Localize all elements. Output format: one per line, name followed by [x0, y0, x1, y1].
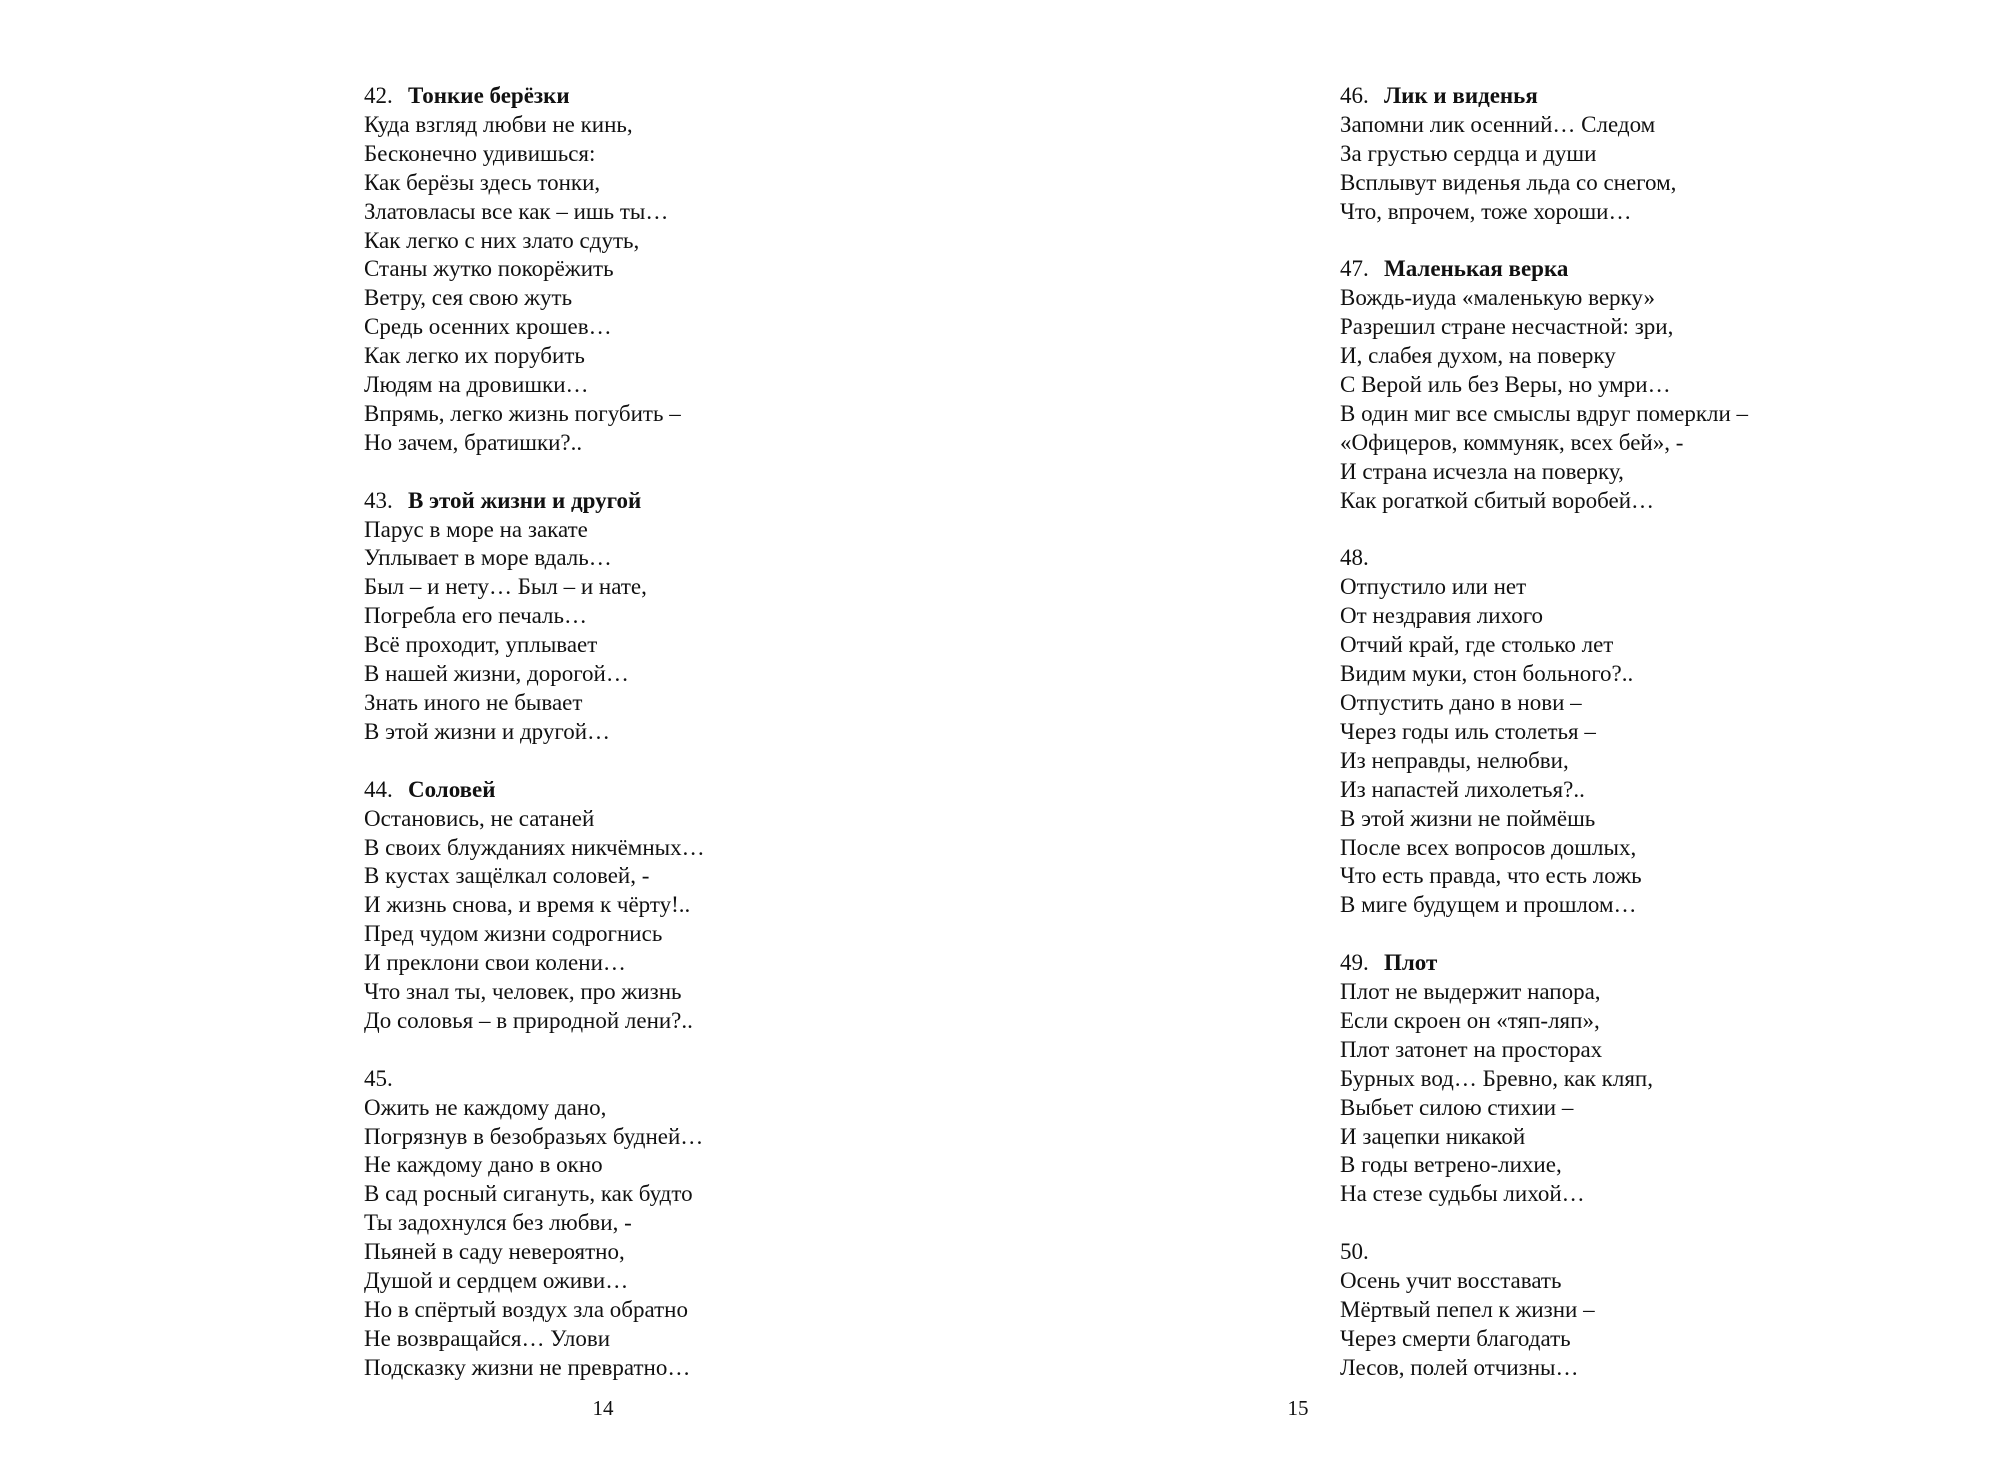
- poem: [364, 1065, 844, 1383]
- poem-line: Не каждому дано в окно: [364, 1152, 603, 1178]
- poem-line: Погрязнув в безобразьях будней…: [364, 1123, 704, 1149]
- poem-heading: [364, 776, 844, 805]
- poem-line: Погребла его печаль…: [364, 603, 588, 629]
- poem-line: Что, впрочем, тоже хороши…: [1340, 198, 1632, 224]
- poem: [364, 82, 844, 458]
- poem-line: И страна исчезла на поверку,: [1340, 458, 1624, 484]
- poem-heading: [1340, 255, 1840, 284]
- poem-line: В кустах защёлкал соловей, -: [364, 863, 650, 889]
- poem-line: Плот затонет на просторах: [1340, 1036, 1603, 1062]
- poem-line: Но в спёртый воздух зла обратно: [364, 1297, 688, 1323]
- poem: [364, 776, 844, 1036]
- poem-number: 46.: [1340, 83, 1369, 108]
- poem-line: Отчий край, где столько лет: [1340, 632, 1614, 658]
- poem-line: И зацепки никакой: [1340, 1123, 1526, 1149]
- poem-line: В годы ветрено-лихие,: [1340, 1152, 1562, 1178]
- poem-line: В сад росный сигануть, как будто: [364, 1181, 693, 1207]
- poem-title: Лик и виденья: [1384, 83, 1538, 108]
- poem: [1340, 82, 1840, 227]
- poem-line: В нашей жизни, дорогой…: [364, 661, 629, 687]
- poem-line: И преклони свои колени…: [364, 950, 626, 976]
- poem-title: В этой жизни и другой: [408, 487, 642, 513]
- poem-line: Знать иного не бывает: [364, 690, 583, 716]
- poem-line: Остановись, не сатаней: [364, 805, 595, 831]
- poem-line: Разрешил стране несчастной: зри,: [1340, 314, 1674, 340]
- poem-line: Из напастей лихолетья?..: [1340, 776, 1585, 802]
- poem-number: 49.: [1340, 950, 1369, 976]
- poem: [364, 487, 844, 747]
- poem-title: Маленькая верка: [1384, 256, 1569, 282]
- poem-line: Из неправды, нелюбви,: [1340, 747, 1569, 773]
- poem-line: Златовласы все как – ишь ты…: [364, 198, 669, 224]
- poem-number: 43.: [364, 487, 393, 513]
- poem-line: Подсказку жизни не превратно…: [364, 1354, 691, 1380]
- poem-line: Не возвращайся… Улови: [364, 1325, 611, 1351]
- poem-line: Что есть правда, что есть ложь: [1340, 863, 1642, 889]
- right-page-text-column: [1340, 82, 1840, 1412]
- right-page: [1000, 0, 2000, 1470]
- poem-line: Впрямь, легко жизнь погубить –: [364, 400, 681, 426]
- poem-line: Пред чудом жизни содрогнись: [364, 921, 663, 947]
- poem-line: Всё проходит, уплывает: [364, 632, 598, 658]
- poem-line: И, слабея духом, на поверку: [1340, 343, 1616, 369]
- right-page-number: 15: [1287, 1396, 1309, 1420]
- poem-line: Пьяней в саду невероятно,: [364, 1239, 625, 1265]
- poem-line: Бурных вод… Бревно, как кляп,: [1340, 1065, 1653, 1091]
- poem-heading: [1340, 1238, 1840, 1267]
- poem-number: 47.: [1340, 256, 1369, 282]
- poem-line: Выбьет силою стихии –: [1340, 1094, 1574, 1120]
- poem-line: Лесов, полей отчизны…: [1340, 1354, 1579, 1380]
- poem-title: Тонкие берёзки: [408, 83, 570, 108]
- poem-line: Через годы иль столетья –: [1340, 718, 1596, 744]
- poem: [1340, 949, 1840, 1209]
- poem-heading: [364, 82, 844, 111]
- poem-line: Ожить не каждому дано,: [364, 1094, 607, 1120]
- poem-line: Душой и сердцем оживи…: [364, 1268, 629, 1294]
- poem: [1340, 544, 1840, 920]
- poem-number: 50.: [1340, 1239, 1369, 1265]
- poem-heading: [364, 1065, 844, 1094]
- poem-line: В этой жизни не поймёшь: [1340, 805, 1596, 831]
- poem-line: Как легко с них злато сдуть,: [364, 227, 640, 253]
- poem-line: Ты задохнулся без любви, -: [364, 1210, 632, 1236]
- poem-heading: [1340, 949, 1840, 978]
- poem-line: Как рогаткой сбитый воробей…: [1340, 487, 1655, 513]
- poem-heading: [364, 487, 844, 516]
- poem-number: 42.: [364, 83, 393, 108]
- poem-number: 44.: [364, 776, 393, 802]
- poem-line: Как легко их порубить: [364, 343, 585, 369]
- poem-line: Куда взгляд любви не кинь,: [364, 111, 633, 137]
- poem-line: В миге будущем и прошлом…: [1340, 892, 1637, 918]
- poem-line: Всплывут виденья льда со снегом,: [1340, 169, 1677, 195]
- poem-line: Средь осенних крошев…: [364, 314, 612, 340]
- poem-line: После всех вопросов дошлых,: [1340, 834, 1637, 860]
- poem-line: Плот не выдержит напора,: [1340, 979, 1601, 1005]
- poem: [1340, 255, 1840, 515]
- poem-line: Мёртвый пепел к жизни –: [1340, 1297, 1595, 1322]
- poem-line: Отпустить дано в нови –: [1340, 690, 1582, 715]
- poem-line: Был – и нету… Был – и нате,: [364, 574, 647, 600]
- poem-line: На стезе судьбы лихой…: [1340, 1181, 1585, 1207]
- poem-line: Вождь-иуда «маленькую верку»: [1340, 285, 1655, 311]
- poem-line: Отпустило или нет: [1340, 574, 1527, 600]
- poem-line: Как берёзы здесь тонки,: [364, 169, 601, 195]
- poem-line: Запомни лик осенний… Следом: [1340, 111, 1656, 137]
- poem-line: Но зачем, братишки?..: [364, 429, 583, 455]
- left-page-number: 14: [592, 1396, 614, 1420]
- poem-heading: [1340, 544, 1840, 573]
- poem-line: И жизнь снова, и время к чёрту!..: [364, 892, 691, 918]
- poem-line: В этой жизни и другой…: [364, 718, 611, 744]
- poem-line: Уплывает в море вдаль…: [364, 545, 612, 571]
- poem-number: 45.: [364, 1065, 393, 1091]
- poem-line: Что знал ты, человек, про жизнь: [364, 979, 682, 1005]
- poem-line: Видим муки, стон больного?..: [1340, 661, 1634, 687]
- poem-line: Если скроен он «тяп-ляп»,: [1340, 1007, 1600, 1033]
- poem-line: «Офицеров, коммуняк, всех бей», -: [1340, 429, 1684, 455]
- left-page-text-column: [364, 82, 844, 1412]
- poem: [1340, 1238, 1840, 1383]
- poem-line: Людям на дровишки…: [364, 372, 589, 398]
- poem-line: Бесконечно удивишься:: [364, 140, 596, 166]
- poem-title: Плот: [1384, 950, 1438, 976]
- poem-line: Через смерти благодать: [1340, 1325, 1571, 1351]
- poem-title: Соловей: [408, 776, 496, 802]
- poem-number: 48.: [1340, 545, 1369, 571]
- poem-line: От нездравия лихого: [1340, 603, 1544, 629]
- poem-line: Ветру, сея свою жуть: [364, 285, 573, 311]
- poem-line: В один миг все смыслы вдруг померкли –: [1340, 400, 1749, 426]
- poem-line: Станы жутко покорёжить: [364, 256, 614, 282]
- poem-line: За грустью сердца и души: [1340, 140, 1597, 166]
- poem-line: До соловья – в природной лени?..: [364, 1007, 693, 1033]
- poem-line: Парус в море на закате: [364, 516, 588, 542]
- poem-line: Осень учит восставать: [1340, 1268, 1562, 1294]
- poem-heading: [1340, 82, 1840, 111]
- poem-line: В своих блужданиях никчёмных…: [364, 834, 705, 860]
- poem-line: С Верой иль без Веры, но умри…: [1340, 372, 1671, 398]
